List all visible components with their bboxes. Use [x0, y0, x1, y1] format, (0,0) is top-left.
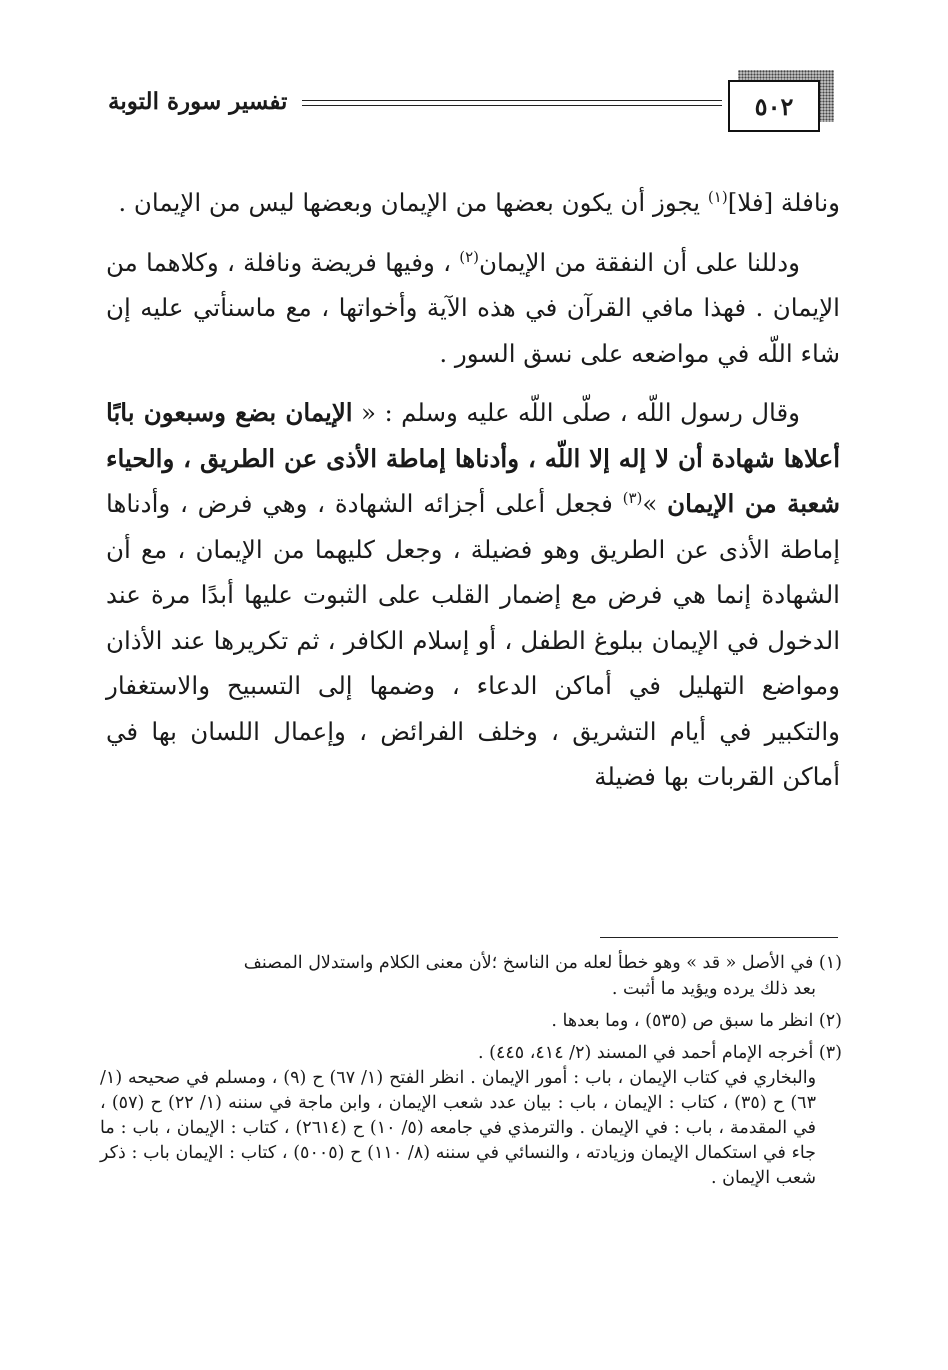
text-run: ودللنا على أن النفقة من الإيمان — [479, 247, 800, 277]
footnote-ref-3: (٣) — [622, 489, 643, 507]
footnote-text: بعد ذلك يرده ويؤيد ما أثبت . — [611, 979, 816, 999]
running-title: تفسير سورة التوبة — [108, 88, 288, 115]
text-run: وقال رسول اللّه ، صلّى اللّه عليه وسلم : « — [352, 398, 801, 427]
footnote-text: (٢) انظر ما سبق ص (٥٣٥) ، وما بعدها . — [551, 1011, 842, 1031]
footnote-text: (٣) أخرجه الإمام أحمد في المسند (٢/ ٤١٤، ٤٤٥) . — [478, 1043, 842, 1063]
paragraph-3 — [106, 390, 840, 800]
footnote-1 — [100, 950, 842, 1002]
footnote-text: والبخاري في كتاب الإيمان ، باب : أمور الإيمان . انظر الفتح (١/ ٦٧) ح (٩) ، ومسلم في صحيحه (١/ ٦٣) ح (٣٥) ، كتاب : الإيمان ، باب : بيان عدد شعب الإيمان ، وابن ماجة في سننه (١/ ٢٢) ح (٥٧) ، في المقدمة ، باب : في الإيمان . والترمذي في جامعه (٥/ ١٠) ح (٢٦١٤) ، كتاب : الإيمان ، باب : ما جاء في استكمال الإيمان وزيادته ، والنسائي في سننه (٨/ ١١٠) ح (٥٠٠٥) ، كتاب : الإيمان باب : ذكر شعب الإيمان . — [100, 1068, 817, 1188]
text-run: ونافلة [فلا] — [727, 188, 840, 217]
footnotes — [100, 950, 842, 1197]
footnote-separator — [600, 937, 838, 938]
footnote-ref-2: (٢) — [459, 247, 480, 266]
text-run: » — [642, 489, 668, 518]
main-text — [106, 180, 840, 800]
text-run: فجعل أعلى أجزائه الشهادة ، وهي فرض ، وأدناها إماطة الأذى عن الطريق وهو فضيلة ، وجعل كليهما من الإيمان ، مع أن الشهادة إنما هي فرض مع إضمار القلب على الثبوت عليها أبدًا مرة عند الدخول في الإيمان ببلوغ الطفل ، أو إسلام الكافر ، ثم تكريرها عند الأذان ومواضع التهليل في أماكن الدعاء ، وضمها إلى التسبيح والاستغفار والتكبير في أيام التشريق ، وخلف الفرائض ، وإعمال اللسان بها في أماكن القربات بها فضيلة — [106, 489, 840, 791]
page-number: ٥٠٢ — [728, 80, 820, 132]
footnote-2 — [100, 1008, 842, 1034]
paragraph-2 — [106, 240, 840, 377]
text-run: يجوز أن يكون بعضها من الإيمان وبعضها ليس من الإيمان . — [118, 188, 708, 217]
header-rule — [302, 105, 722, 106]
paragraph-1 — [106, 180, 840, 226]
footnote-3 — [100, 1040, 842, 1191]
hadith-quote: الإيمان بضع وسبعون بابًا أعلاها شهادة أن لا إله إلا اللّه ، وأدناها إماطة الأذى عن الطريق ، والحياء شعبة من الإيمان — [106, 398, 840, 518]
footnote-text: (١) في الأصل « قد » وهو خطأ لعله من الناسخ ؛لأن معنى الكلام واستدلال المصنف — [243, 953, 842, 973]
header-rule — [302, 100, 722, 101]
footnote-ref-1: (١) — [707, 188, 728, 206]
text-run: ، وفيها فريضة ونافلة ، وكلاهما من الإيمان . فهذا مافي القرآن في هذه الآية وأخواتها ، مع ماسنأتي عليه إن شاء اللّه في مواضعه على نسق السور . — [106, 247, 840, 368]
